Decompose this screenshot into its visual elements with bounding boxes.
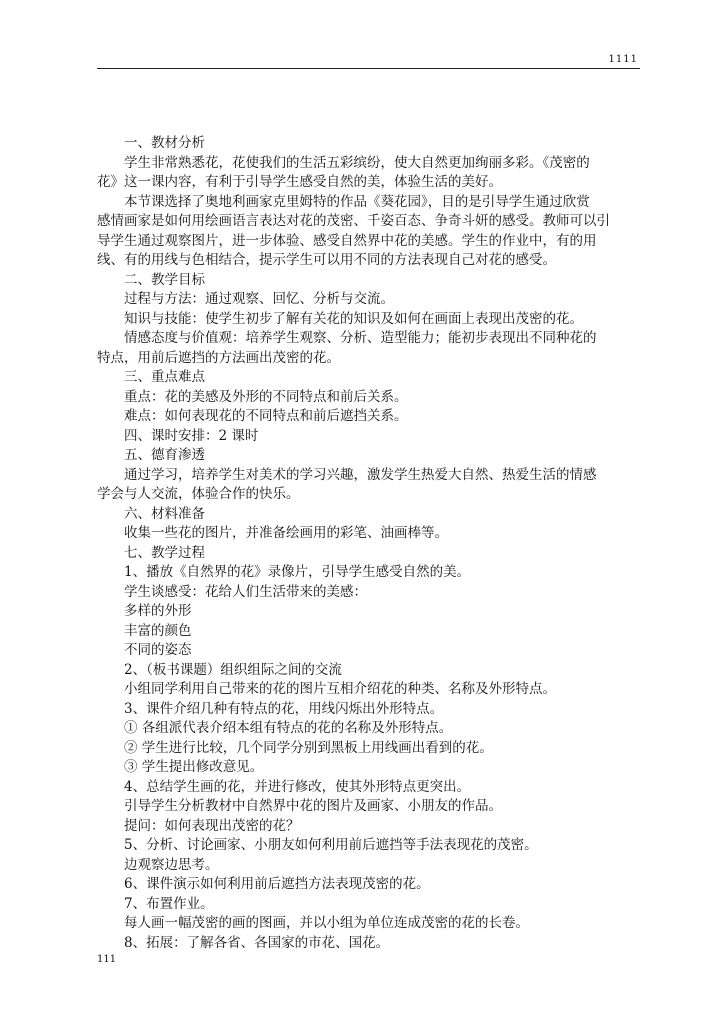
text-line: 线、有的用线与色相结合，提示学生可以用不同的方法表现自己对花的感受。 bbox=[97, 252, 556, 268]
text-line: 4、总结学生画的花，并进行修改，使其外形特点更突出。 bbox=[124, 778, 471, 795]
text-line: 感情画家是如何用绘画语言表达对花的茂密、千姿百态、争奇斗妍的感受。教师可以引 bbox=[97, 213, 610, 229]
text-line: 特点，用前后遮挡的方法画出茂密的花。 bbox=[97, 349, 340, 366]
text-line: 通过学习，培养学生对美术的学习兴趣，激发学生热爱大自然、热爱生活的情感 bbox=[124, 466, 597, 483]
text-line: 三、重点难点 bbox=[124, 369, 205, 385]
text-line: 丰富的颜色 bbox=[124, 622, 192, 639]
text-line: 多样的外形 bbox=[124, 603, 192, 619]
text-line: 难点：如何表现花的不同特点和前后遮挡关系。 bbox=[124, 408, 408, 424]
text-line: 重点：花的美感及外形的不同特点和前后关系。 bbox=[124, 388, 408, 405]
text-line: 导学生通过观察图片，进一步体验、感受自然界中花的美感。学生的作业中，有的用 bbox=[97, 232, 597, 249]
text-line: 花》这一课内容，有利于引导学生感受自然的美，体验生活的美好。 bbox=[97, 174, 502, 190]
text-line: ② 学生进行比较，几个同学分别到黑板上用线画出看到的花。 bbox=[124, 739, 493, 756]
text-line: 知识与技能：使学生初步了解有关花的知识及如何在画面上表现出茂密的花。 bbox=[124, 310, 583, 327]
text-line: 引导学生分析教材中自然界中花的图片及画家、小朋友的作品。 bbox=[124, 798, 502, 814]
text-line: 二、教学目标 bbox=[124, 271, 205, 288]
text-line: 学生谈感受：花给人们生活带来的美感： bbox=[124, 583, 367, 600]
text-line: 六、材料准备 bbox=[124, 505, 205, 522]
text-line: 2、（板书课题）组织组际之间的交流 bbox=[124, 661, 342, 678]
text-line: ① 各组派代表介绍本组有特点的花的名称及外形特点。 bbox=[124, 720, 453, 736]
text-line: 提问：如何表现出茂密的花？ bbox=[124, 817, 300, 834]
text-line: 不同的姿态 bbox=[124, 642, 192, 658]
text-line: 一、教材分析 bbox=[124, 135, 205, 151]
text-line: 五、德育渗透 bbox=[124, 447, 205, 463]
text-line: 边观察边思考。 bbox=[124, 856, 219, 873]
text-line: 小组同学利用自己带来的花的图片互相介绍花的种类、名称及外形特点。 bbox=[124, 681, 556, 697]
text-line: 学生非常熟悉花，花使我们的生活五彩缤纷，使大自然更加绚丽多彩。《茂密的 bbox=[124, 154, 590, 171]
text-line: 收集一些花的图片，并准备绘画用的彩笔、油画棒等。 bbox=[124, 525, 448, 541]
text-line: 5、分析、讨论画家、小朋友如何利用前后遮挡等手法表现花的茂密。 bbox=[124, 837, 538, 853]
footer-page-number: 111 bbox=[97, 954, 117, 965]
header-page-number: 1111 bbox=[608, 54, 638, 65]
text-line: 本节课选择了奥地利画家克里姆特的作品《葵花园》，目的是引导学生通过欣赏 bbox=[124, 193, 590, 210]
text-line: 过程与方法：通过观察、回忆、分析与交流。 bbox=[124, 291, 394, 307]
text-line: 七、教学过程 bbox=[124, 544, 205, 561]
text-line: 每人画一幅茂密的画的图画，并以小组为单位连成茂密的花的长卷。 bbox=[124, 915, 529, 931]
text-line: 8、拓展：了解各省、各国家的市花、国花。 bbox=[124, 934, 390, 951]
text-line: 四、课时安排：2 课时 bbox=[124, 427, 259, 444]
text-line: 3、课件介绍几种有特点的花，用线闪烁出外形特点。 bbox=[124, 700, 444, 717]
text-line: 学会与人交流，体验合作的快乐。 bbox=[97, 486, 300, 502]
header-rule bbox=[97, 68, 640, 69]
text-line: ③ 学生提出修改意见。 bbox=[124, 759, 264, 775]
text-line: 6、课件演示如何利用前后遮挡方法表现茂密的花。 bbox=[124, 876, 430, 892]
text-line: 7、布置作业。 bbox=[124, 895, 214, 912]
text-line: 情感态度与价值观：培养学生观察、分析、造型能力；能初步表现出不同种花的 bbox=[124, 330, 597, 346]
text-line: 1、播放《自然界的花》录像片，引导学生感受自然的美。 bbox=[124, 564, 471, 580]
document-body bbox=[97, 134, 640, 953]
